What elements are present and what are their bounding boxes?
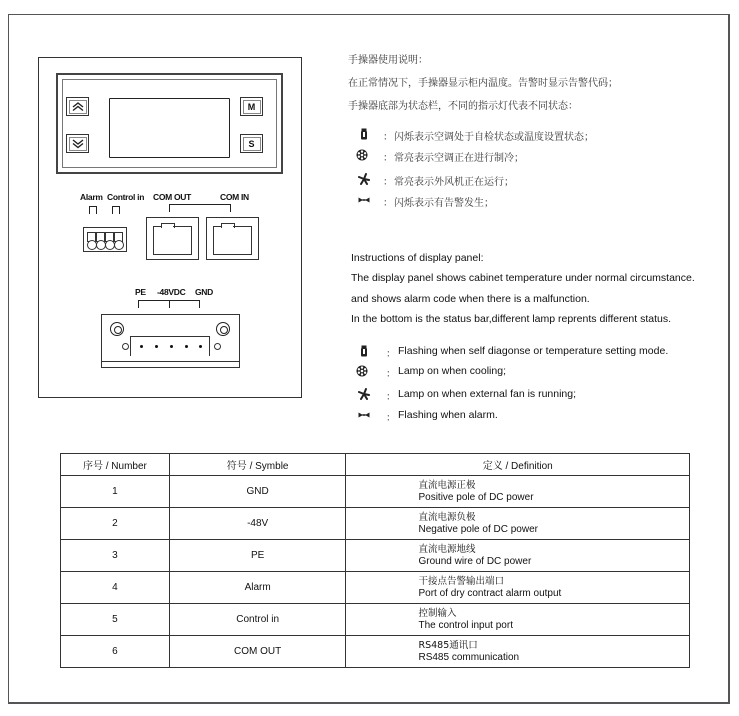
- cn-status-text: 常亮表示外风机正在运行；: [394, 177, 514, 188]
- thermometer-icon: [358, 345, 370, 357]
- cell-definition: [346, 604, 690, 636]
- thermometer-icon: [358, 128, 370, 140]
- power-terminal-block: [101, 314, 240, 362]
- cell-definition: [346, 476, 690, 508]
- display-bezel: [56, 73, 283, 174]
- colon: ：: [383, 198, 393, 209]
- colon: ：: [383, 153, 393, 164]
- port-definition-table: [60, 453, 690, 668]
- en-status-text: Flashing when self diagonse or temperature setting mode.: [398, 345, 669, 357]
- cell-number: 4: [61, 572, 170, 604]
- colon: ：: [386, 349, 396, 360]
- en-line-2: and shows alarm code when there is a malfunction.: [351, 293, 590, 305]
- header-definition: 定义 / Definition: [346, 454, 690, 476]
- screw-left: [110, 322, 124, 336]
- cell-definition: [346, 636, 690, 668]
- definition-en: The control input port: [418, 619, 513, 631]
- definition-cn: 干接点告警输出端口: [418, 575, 504, 587]
- alarm-port-label: Alarm: [80, 192, 103, 202]
- en-status-text: Flashing when alarm.: [398, 409, 498, 421]
- m-key: M: [240, 97, 263, 116]
- table-header-row: [61, 454, 690, 476]
- definition-cn: 直流电源地线: [418, 543, 476, 555]
- cell-definition: [346, 508, 690, 540]
- definition-en: RS485 communication: [418, 651, 520, 663]
- alarm-icon: [358, 194, 370, 206]
- lcd-screen: [109, 98, 230, 158]
- com-in-port-label: COM IN: [220, 192, 249, 202]
- pe-label: PE: [135, 287, 146, 297]
- com-out-rj45-port: [146, 217, 199, 260]
- definition-en: Negative pole of DC power: [418, 523, 538, 535]
- en-line-3: In the bottom is the status bar,different lamp reprents different status.: [351, 313, 672, 325]
- cn-status-text: 闪烁表示空调处于自检状态或温度设置状态；: [394, 132, 594, 143]
- com-in-rj45-port: [206, 217, 259, 260]
- mount-hole-left: [122, 343, 129, 350]
- colon: ：: [383, 132, 393, 143]
- cn-title: 手操器使用说明：: [348, 55, 428, 66]
- cn-status-text: 闪烁表示有告警发生；: [394, 198, 494, 209]
- control-in-bracket: [112, 206, 120, 214]
- en-line-1: The display panel shows cabinet temperature under normal circumstance.: [351, 272, 695, 284]
- cell-symbol: -48V: [169, 508, 346, 540]
- com-out-port-label: COM OUT: [153, 192, 192, 202]
- definition-cn: RS485通讯口: [418, 639, 478, 651]
- s-key: S: [240, 134, 263, 153]
- mount-hole-right: [214, 343, 221, 350]
- cell-symbol: Alarm: [169, 572, 346, 604]
- com-bracket: [169, 204, 231, 212]
- device-panel-diagram: [38, 57, 302, 398]
- cell-number: 5: [61, 604, 170, 636]
- colon: ：: [386, 413, 396, 424]
- definition-en: Ground wire of DC power: [418, 555, 532, 567]
- cn-status-text: 常亮表示空调正在进行制冷；: [394, 153, 524, 164]
- table-row: [61, 604, 690, 636]
- cell-number: 3: [61, 540, 170, 572]
- power-plug: [130, 336, 210, 356]
- table-row: [61, 636, 690, 668]
- definition-en: Positive pole of DC power: [418, 491, 534, 503]
- down-key: [66, 134, 89, 153]
- table-row: [61, 540, 690, 572]
- cell-symbol: PE: [169, 540, 346, 572]
- gnd-label: GND: [195, 287, 213, 297]
- snowflake-icon: [356, 149, 368, 161]
- alarm-bracket: [89, 206, 97, 214]
- alarm-control-terminal-block: [83, 227, 127, 252]
- cell-number: 1: [61, 476, 170, 508]
- double-chevron-down-icon: [71, 138, 85, 149]
- cell-symbol: COM OUT: [169, 636, 346, 668]
- cell-symbol: Control in: [169, 604, 346, 636]
- power-block-base: [101, 361, 240, 368]
- cn-line-1: 在正常情况下，手操器显示柜内温度。告警时显示告警代码；: [348, 78, 618, 89]
- definition-cn: 直流电源负极: [418, 511, 476, 523]
- alarm-icon: [358, 409, 370, 421]
- fan-icon: [358, 388, 370, 400]
- definition-cn: 控制输入: [418, 607, 457, 619]
- en-status-text: Lamp on when external fan is running;: [398, 388, 577, 400]
- header-symbol: 符号 / Symble: [169, 454, 346, 476]
- table-row: [61, 476, 690, 508]
- colon: ：: [383, 177, 393, 188]
- cn-line-2: 手操器底部为状态栏，不同的指示灯代表不同状态：: [348, 101, 578, 112]
- snowflake-icon: [356, 365, 368, 377]
- en-title: Instructions of display panel:: [351, 252, 484, 264]
- control-in-port-label: Control in: [107, 192, 145, 202]
- screw-right: [216, 322, 230, 336]
- table-row: [61, 572, 690, 604]
- cell-number: 6: [61, 636, 170, 668]
- fan-icon: [358, 173, 370, 185]
- definition-en: Port of dry contract alarm output: [418, 587, 562, 599]
- 48vdc-label: -48VDC: [157, 287, 186, 297]
- colon: ：: [386, 392, 396, 403]
- cell-definition: [346, 572, 690, 604]
- en-status-text: Lamp on when cooling;: [398, 365, 506, 377]
- header-number: 序号 / Number: [61, 454, 170, 476]
- double-chevron-up-icon: [71, 101, 85, 112]
- cell-definition: [346, 540, 690, 572]
- power-bracket-mid: [169, 300, 170, 308]
- cell-number: 2: [61, 508, 170, 540]
- cell-symbol: GND: [169, 476, 346, 508]
- up-key: [66, 97, 89, 116]
- definition-cn: 直流电源正极: [418, 479, 476, 491]
- colon: ：: [386, 369, 396, 380]
- table-row: [61, 508, 690, 540]
